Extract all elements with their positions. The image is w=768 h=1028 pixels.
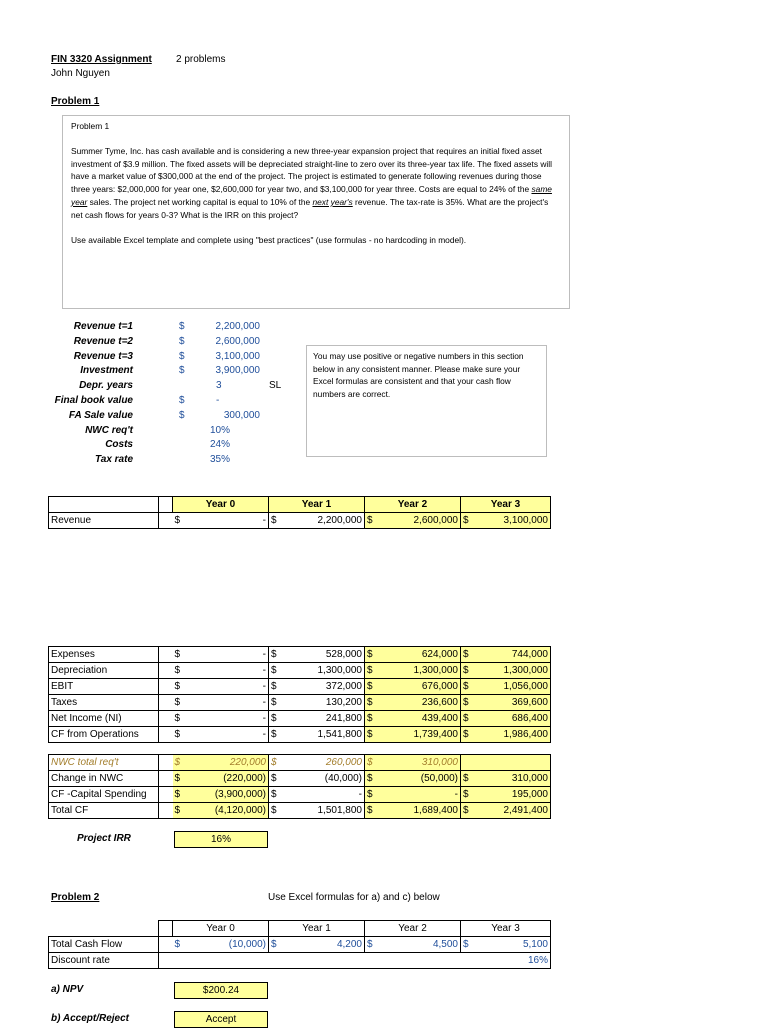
problem2-instruction: Use Excel formulas for a) and c) below: [268, 892, 440, 903]
cell-dollar[interactable]: $: [365, 771, 377, 787]
row-label: Revenue: [49, 513, 159, 529]
cell-value[interactable]: -: [185, 663, 269, 679]
row-label: Change in NWC: [49, 771, 159, 787]
cell-dollar[interactable]: $: [173, 755, 185, 771]
cell-dollar[interactable]: $: [269, 663, 281, 679]
cell-value[interactable]: 5,100: [473, 937, 551, 953]
cell-value[interactable]: 2,491,400: [473, 803, 551, 819]
note-text: You may use positive or negative numbers in this section below in any consistent manner. Please make sure your Excel formulas are consistent and that your cash flow numbers are correct.: [313, 351, 524, 399]
cell-value[interactable]: (50,000): [377, 771, 461, 787]
cell-value[interactable]: 1,739,400: [377, 727, 461, 743]
cell-dollar[interactable]: $: [269, 755, 281, 771]
cell-dollar[interactable]: $: [173, 771, 185, 787]
input-label: Depr. years: [79, 380, 133, 392]
year-header: Year 2: [365, 921, 461, 937]
cell-dollar[interactable]: $: [269, 787, 281, 803]
cell-value[interactable]: 2,600,000: [377, 513, 461, 529]
input-label: Investment: [80, 365, 133, 377]
year-header: Year 2: [365, 497, 461, 513]
cell-dollar[interactable]: $: [173, 695, 185, 711]
input-value[interactable]: -: [216, 395, 220, 406]
table-row: [49, 771, 551, 787]
cell-value[interactable]: (3,900,000): [185, 787, 269, 803]
cell-dollar[interactable]: $: [365, 787, 377, 803]
input-label: Revenue t=2: [73, 335, 133, 347]
input-label: FA Sale value: [68, 409, 133, 421]
emphasis-next-year: next year's: [312, 196, 353, 207]
cell-value[interactable]: 3,100,000: [473, 513, 551, 529]
row-label: Depreciation: [49, 663, 159, 679]
table-row: [49, 787, 551, 803]
input-value[interactable]: 2,600,000: [215, 335, 260, 347]
row-label: Total Cash Flow: [49, 937, 159, 953]
year-header-row: [49, 497, 551, 513]
cell-value[interactable]: 241,800: [281, 711, 365, 727]
cell-dollar[interactable]: $: [269, 695, 281, 711]
input-label: Revenue t=3: [73, 350, 133, 362]
cell-dollar[interactable]: $: [365, 663, 377, 679]
input-value[interactable]: 2,200,000: [215, 321, 260, 332]
year-header: Year 0: [173, 497, 269, 513]
cell-value[interactable]: (40,000): [281, 771, 365, 787]
cell-dollar[interactable]: $: [269, 513, 281, 529]
cell-value[interactable]: 1,300,000: [281, 663, 365, 679]
row-label: Expenses: [49, 647, 159, 663]
cell-value[interactable]: 1,689,400: [377, 803, 461, 819]
year-header: Year 3: [461, 921, 551, 937]
cell-dollar[interactable]: $: [461, 937, 473, 953]
input-dollar: $: [179, 409, 185, 421]
accept-reject-value[interactable]: Accept: [174, 1011, 268, 1028]
cell-dollar[interactable]: $: [461, 695, 473, 711]
cell-value[interactable]: 236,600: [377, 695, 461, 711]
input-dollar: $: [179, 395, 185, 406]
year-header: Year 1: [269, 497, 365, 513]
input-label: NWC req't: [85, 424, 133, 436]
cell-value[interactable]: 372,000: [281, 679, 365, 695]
input-value[interactable]: 35%: [210, 454, 231, 466]
cell-value[interactable]: 4,500: [377, 937, 461, 953]
cell-value[interactable]: 686,400: [473, 711, 551, 727]
cell-value[interactable]: -: [185, 647, 269, 663]
row-label: CF -Capital Spending: [49, 787, 159, 803]
table-row: [49, 663, 551, 679]
year-header: Year 1: [269, 921, 365, 937]
note-box: [306, 345, 547, 457]
year-header-row: [49, 921, 551, 937]
cell-value[interactable]: -: [185, 727, 269, 743]
cell-dollar[interactable]: $: [461, 771, 473, 787]
cell-value[interactable]: 439,400: [377, 711, 461, 727]
cell-value[interactable]: 369,600: [473, 695, 551, 711]
cell-value[interactable]: -: [185, 513, 269, 529]
year-header: Year 0: [173, 921, 269, 937]
row-label: NWC total req't: [49, 755, 159, 771]
cell-value[interactable]: 4,200: [281, 937, 365, 953]
cell-value[interactable]: (10,000): [185, 937, 269, 953]
cell-dollar[interactable]: $: [461, 727, 473, 743]
cell-value[interactable]: -: [377, 787, 461, 803]
revenue-row: [49, 513, 551, 529]
cell-dollar[interactable]: $: [269, 771, 281, 787]
cell-dollar[interactable]: $: [365, 695, 377, 711]
cell-dollar[interactable]: $: [173, 787, 185, 803]
row-label: EBIT: [49, 679, 159, 695]
cell-dollar[interactable]: [461, 755, 473, 771]
table-row: [49, 647, 551, 663]
course-title: FIN 3320 Assignment: [51, 54, 152, 65]
cell-dollar[interactable]: $: [173, 513, 185, 529]
cell-value[interactable]: [473, 755, 551, 771]
cell-dollar[interactable]: $: [173, 711, 185, 727]
problem1-box-title: Problem 1: [71, 121, 110, 131]
emphasis-same-year: same year: [71, 184, 552, 207]
cell-value[interactable]: 1,541,800: [281, 727, 365, 743]
input-dollar: $: [179, 365, 185, 377]
input-label: Final book value: [54, 395, 133, 406]
cell-dollar[interactable]: $: [461, 803, 473, 819]
problem1-textbox: [62, 115, 570, 309]
input-note: SL: [269, 380, 282, 392]
cell-dollar[interactable]: $: [365, 727, 377, 743]
cell-dollar[interactable]: $: [269, 647, 281, 663]
cell-value[interactable]: 528,000: [281, 647, 365, 663]
row-label: Taxes: [49, 695, 159, 711]
table-row: [49, 679, 551, 695]
input-label: Revenue t=1: [73, 321, 133, 332]
cell-value[interactable]: -: [281, 787, 365, 803]
cell-dollar[interactable]: $: [365, 679, 377, 695]
cell-dollar[interactable]: $: [365, 937, 377, 953]
input-label: Costs: [105, 439, 133, 451]
cell-dollar[interactable]: $: [173, 679, 185, 695]
cell-value[interactable]: 2,200,000: [281, 513, 365, 529]
cell-value[interactable]: 744,000: [473, 647, 551, 663]
input-dollar: $: [179, 350, 185, 362]
cell-value[interactable]: 220,000: [185, 755, 269, 771]
total-cash-flow-row: [49, 937, 551, 953]
problem-count: 2 problems: [176, 54, 226, 65]
cell-value[interactable]: (4,120,000): [185, 803, 269, 819]
cell-value[interactable]: -: [185, 711, 269, 727]
cell-dollar[interactable]: $: [461, 513, 473, 529]
problem1-statement: Summer Tyme, Inc. has cash available and is considering a new three-year expansion project that requires an initial fixed asset investment of $3.9 million. The fixed assets will be depreciated straight-line to zero over its three-year tax life. The fixed assets will have a market value of $300,000 at the end of the project. The project is estimated to generate following revenues during those three years: $2,000,000 for year one, $2,600,000 for year two, and $3,100,000 for year three. Costs are equal to 24% of the same year sales. The project net working capital is equal to 10% of the next year's revenue. The tax-rate is 35%. What are the project's net cash flows for years 0-3? What is the IRR on this project?: [71, 145, 553, 220]
problem2-table: [48, 920, 551, 969]
cell-value[interactable]: -: [185, 695, 269, 711]
cell-dollar[interactable]: $: [269, 937, 281, 953]
row-label: CF from Operations: [49, 727, 159, 743]
input-value[interactable]: 3,100,000: [215, 350, 260, 362]
input-label: Tax rate: [95, 454, 133, 466]
problem1-heading: Problem 1: [51, 96, 100, 107]
cell-value[interactable]: 1,300,000: [377, 663, 461, 679]
npv-value[interactable]: $200.24: [174, 982, 268, 999]
table-row: [49, 803, 551, 819]
cell-dollar[interactable]: $: [269, 803, 281, 819]
row-label: Discount rate: [49, 953, 159, 969]
cell-dollar[interactable]: $: [461, 663, 473, 679]
cell-dollar[interactable]: $: [269, 727, 281, 743]
cell-value[interactable]: 310,000: [473, 771, 551, 787]
cell-dollar[interactable]: $: [173, 727, 185, 743]
input-value[interactable]: 24%: [210, 439, 231, 451]
input-value[interactable]: 3,900,000: [215, 365, 260, 377]
cell-dollar[interactable]: $: [461, 647, 473, 663]
irr-value[interactable]: 16%: [174, 831, 268, 848]
cell-dollar[interactable]: $: [365, 513, 377, 529]
revenue-table: [48, 496, 551, 529]
operations-table: [48, 646, 551, 743]
cell-dollar[interactable]: $: [173, 647, 185, 663]
input-dollar: $: [179, 321, 185, 332]
cell-dollar[interactable]: $: [461, 711, 473, 727]
cell-value[interactable]: 676,000: [377, 679, 461, 695]
cell-dollar[interactable]: $: [173, 663, 185, 679]
npv-label: a) NPV: [51, 984, 84, 995]
problem2-heading: Problem 2: [51, 892, 100, 903]
cell-dollar[interactable]: $: [365, 803, 377, 819]
cell-value[interactable]: 195,000: [473, 787, 551, 803]
input-value[interactable]: 3: [216, 380, 222, 392]
cell-value[interactable]: 1,300,000: [473, 663, 551, 679]
discount-rate-row: [49, 953, 551, 969]
table-row: [49, 711, 551, 727]
cell-dollar[interactable]: $: [461, 679, 473, 695]
input-value[interactable]: 10%: [210, 424, 231, 436]
problem1-instruction: Use available Excel template and complete using "best practices" (use formulas - no hardcoding in model).: [71, 234, 467, 245]
table-row: [49, 695, 551, 711]
cell-dollar[interactable]: $: [269, 679, 281, 695]
cell-value[interactable]: 624,000: [377, 647, 461, 663]
cell-dollar[interactable]: $: [365, 647, 377, 663]
table-row: [49, 727, 551, 743]
year-header: Year 3: [461, 497, 551, 513]
student-name: John Nguyen: [51, 68, 110, 79]
row-label: Total CF: [49, 803, 159, 819]
cash-flow-table: [48, 754, 551, 819]
cell-value[interactable]: 1,501,800: [281, 803, 365, 819]
cell-dollar[interactable]: $: [173, 803, 185, 819]
cell-dollar[interactable]: $: [461, 787, 473, 803]
cell-value[interactable]: (220,000): [185, 771, 269, 787]
irr-label: Project IRR: [77, 833, 131, 844]
discount-rate-value[interactable]: 16%: [527, 955, 548, 966]
cell-dollar[interactable]: $: [173, 937, 185, 953]
cell-value[interactable]: 1,986,400: [473, 727, 551, 743]
table-row: [49, 755, 551, 771]
cell-dollar[interactable]: $: [365, 755, 377, 771]
row-label: Net Income (NI): [49, 711, 159, 727]
cell-value[interactable]: -: [185, 679, 269, 695]
cell-value[interactable]: 1,056,000: [473, 679, 551, 695]
cell-dollar[interactable]: $: [269, 711, 281, 727]
input-value[interactable]: 300,000: [223, 409, 260, 421]
cell-value[interactable]: 310,000: [377, 755, 461, 771]
input-dollar: $: [179, 335, 185, 347]
accept-reject-label: b) Accept/Reject: [51, 1013, 129, 1024]
cell-value[interactable]: 130,200: [281, 695, 365, 711]
cell-dollar[interactable]: $: [365, 711, 377, 727]
cell-value[interactable]: 260,000: [281, 755, 365, 771]
